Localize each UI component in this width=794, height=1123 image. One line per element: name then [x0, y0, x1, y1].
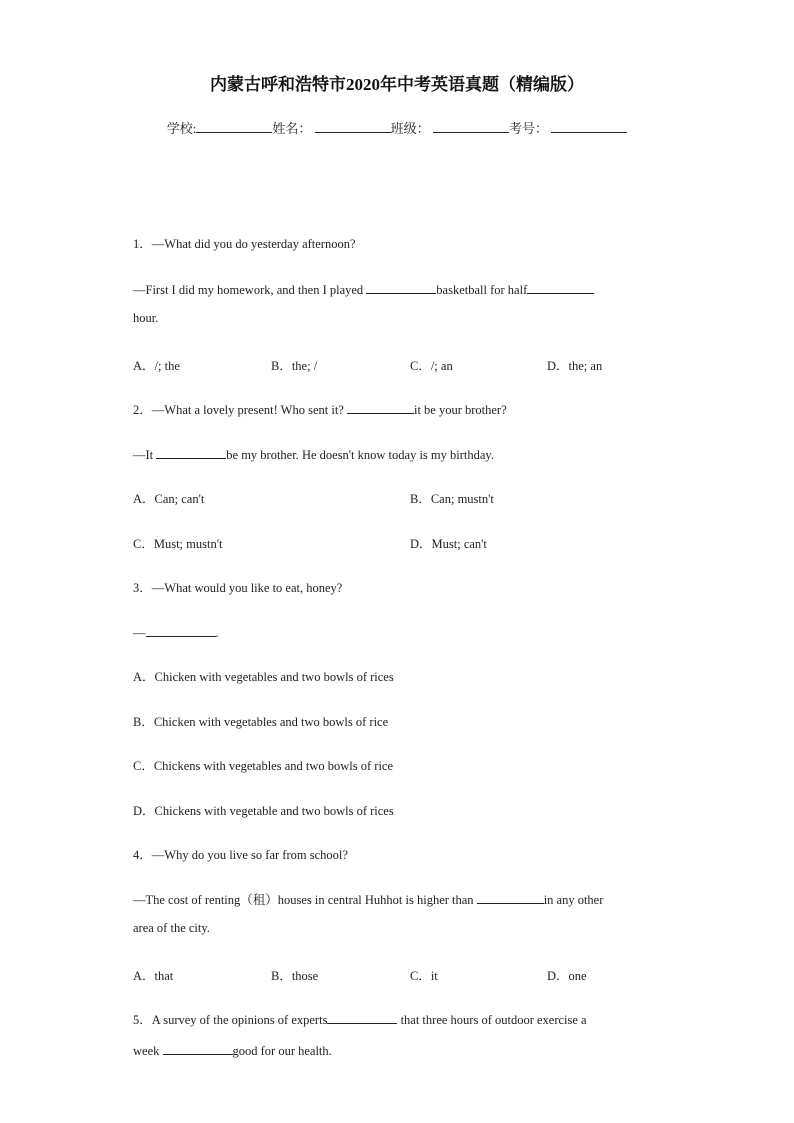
answer-blank[interactable]: [327, 1010, 397, 1024]
question-1-prompt: 1．—What did you do yesterday afternoon?: [133, 237, 356, 251]
question-3-option-a[interactable]: A．Chicken with vegetables and two bowls of rices: [133, 670, 394, 684]
class-blank[interactable]: [433, 119, 509, 133]
answer-blank[interactable]: [163, 1041, 233, 1055]
question-4-continuation: area of the city.: [133, 921, 210, 935]
question-1-answer-line: —First I did my homework, and then I played basketball for half: [133, 280, 594, 298]
question-number: 1．: [133, 237, 152, 251]
question-4-option-b[interactable]: B．those: [271, 969, 319, 983]
question-2-answer-line: —It be my brother. He doesn't know today is my birthday.: [133, 445, 494, 463]
question-3-answer-line: — .: [133, 623, 219, 641]
answer-blank[interactable]: [347, 400, 414, 414]
question-1-continuation: hour.: [133, 311, 159, 325]
answer-blank[interactable]: [366, 280, 436, 294]
question-2-option-c[interactable]: C．Must; mustn't: [133, 537, 223, 551]
name-label: 姓名：: [272, 121, 312, 136]
question-4-option-c[interactable]: C．it: [410, 969, 438, 983]
question-3-option-d[interactable]: D．Chickens with vegetable and two bowls of rices: [133, 804, 394, 818]
answer-blank[interactable]: [146, 623, 216, 637]
question-3-option-b[interactable]: B．Chicken with vegetables and two bowls of rice: [133, 715, 389, 729]
question-number: 3．: [133, 581, 152, 595]
question-1-option-d[interactable]: D．the; an: [547, 359, 603, 373]
page-title: 内蒙古呼和浩特市2020年中考英语真题（精编版）: [210, 75, 584, 94]
question-2-option-d[interactable]: D．Must; can't: [410, 537, 487, 551]
answer-blank[interactable]: [527, 280, 594, 294]
answer-blank[interactable]: [156, 445, 226, 459]
question-number: 2．: [133, 403, 152, 417]
class-label: 班级：: [390, 121, 430, 136]
question-1-option-c[interactable]: C．/; an: [410, 359, 453, 373]
student-info-line: [0, 118, 794, 137]
question-4-option-d[interactable]: D．one: [547, 969, 587, 983]
question-3-option-c[interactable]: C．Chickens with vegetables and two bowls of rice: [133, 759, 394, 773]
question-2-option-b[interactable]: B．Can; mustn't: [410, 492, 494, 506]
answer-blank[interactable]: [477, 890, 544, 904]
name-blank[interactable]: [315, 119, 391, 133]
question-5-prompt: 5．A survey of the opinions of experts that three hours of outdoor exercise a: [133, 1010, 587, 1028]
question-4-prompt: 4．—Why do you live so far from school?: [133, 848, 348, 862]
question-number: 5．: [133, 1013, 152, 1027]
question-2-option-a[interactable]: A．Can; can't: [133, 492, 205, 506]
question-4-option-a[interactable]: A．that: [133, 969, 174, 983]
question-1-option-a[interactable]: A．/; the: [133, 359, 180, 373]
question-3-prompt: 3．—What would you like to eat, honey?: [133, 581, 343, 595]
question-number: 4．: [133, 848, 152, 862]
school-blank[interactable]: [196, 119, 272, 133]
question-5-continuation: week good for our health.: [133, 1041, 332, 1059]
question-4-answer-line: —The cost of renting（租）houses in central Huhhot is higher than in any other: [133, 890, 603, 908]
exam-number-blank[interactable]: [551, 119, 627, 133]
exam-number-label: 考号：: [508, 121, 548, 136]
question-2-prompt: 2．—What a lovely present! Who sent it? it be your brother?: [133, 400, 507, 418]
school-label: 学校:: [166, 121, 197, 136]
question-1-option-b[interactable]: B．the; /: [271, 359, 318, 373]
